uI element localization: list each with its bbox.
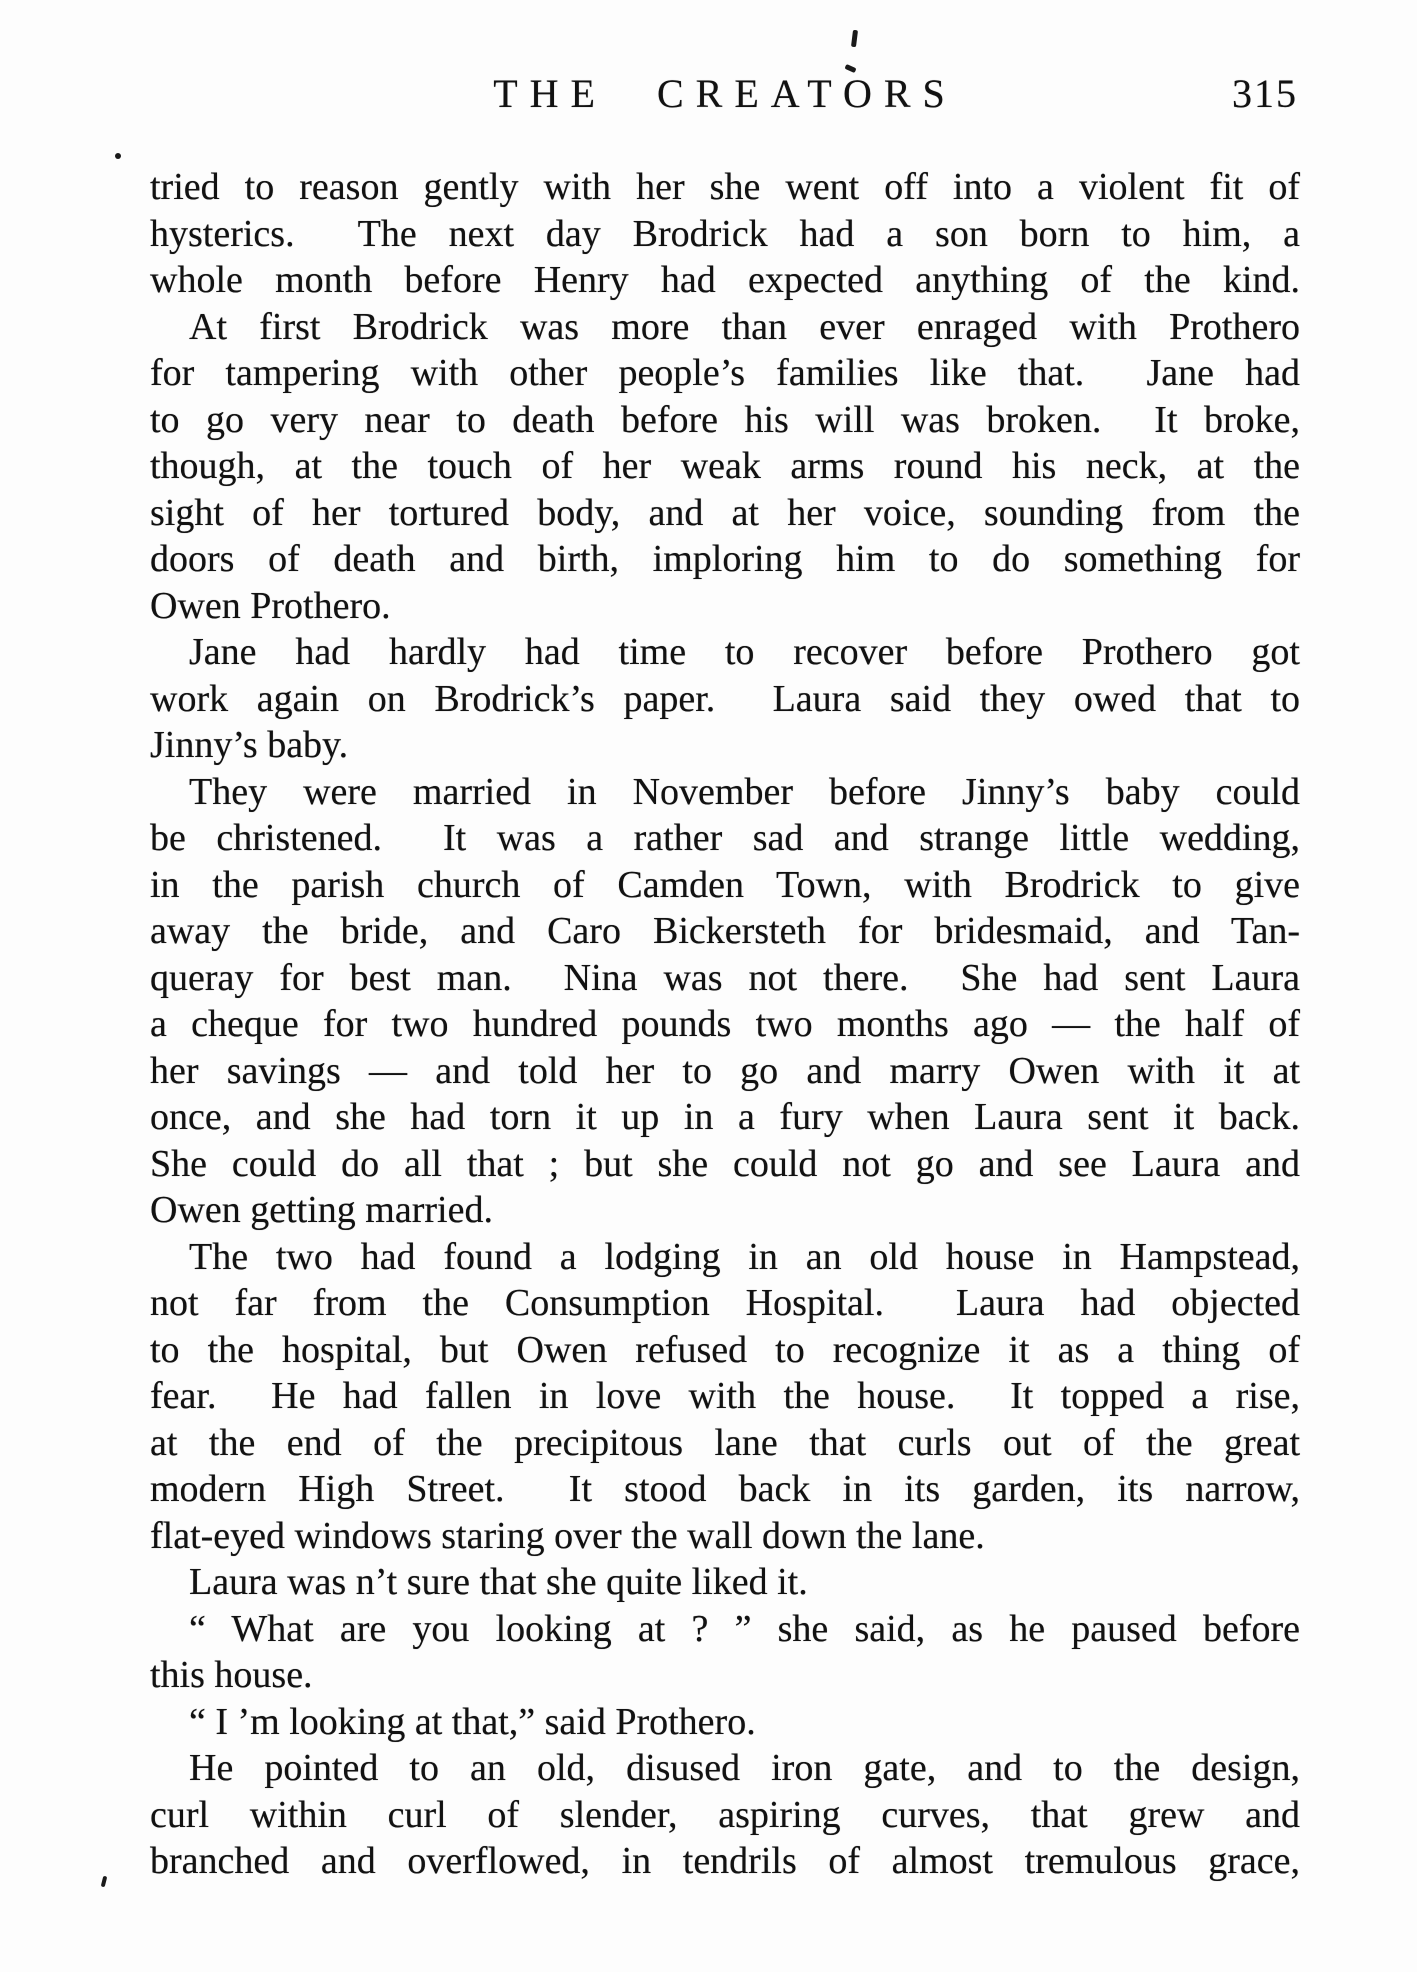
text-line: a cheque for two hundred pounds two months ago — the half of (150, 1003, 1300, 1045)
text-line: once, and she had torn it up in a fury when Laura sent it back. (150, 1096, 1300, 1138)
text-line: Owen getting married. (150, 1189, 493, 1231)
page-body (150, 164, 1300, 1885)
text-line: They were married in November before Jinny’s baby could (189, 770, 1300, 813)
scan-speck-dot (115, 153, 121, 159)
text-line: Laura was n’t sure that she quite liked it. (189, 1561, 808, 1603)
text-line: whole month before Henry had expected anything of the kind. (150, 259, 1300, 301)
text-line: “ I ’m looking at that,” said Prothero. (189, 1700, 756, 1743)
text-line: Owen Prothero. (150, 584, 391, 627)
running-header-title: THE CREATORS (493, 71, 957, 116)
text-line: curl within curl of slender, aspiring curves, that grew and (150, 1793, 1300, 1836)
text-line: modern High Street. It stood back in its garden, its narrow, (150, 1468, 1300, 1510)
running-header (150, 72, 1300, 116)
text-line: fear. He had fallen in love with the house. It topped a rise, (150, 1375, 1300, 1417)
text-line: though, at the touch of her weak arms round his neck, at the (150, 445, 1300, 487)
text-line: away the bride, and Caro Bickersteth for bridesmaid, and Tan- (150, 910, 1300, 952)
text-line: Jinny’s baby. (150, 724, 349, 766)
text-line: to go very near to death before his will was broken. It broke, (150, 398, 1300, 441)
text-line: branched and overflowed, in tendrils of almost tremulous grace, (150, 1840, 1300, 1882)
text-line: The two had found a lodging in an old house in Hampstead, (189, 1235, 1300, 1278)
text-line: sight of her tortured body, and at her voice, sounding from the (150, 491, 1300, 534)
text-line: be christened. It was a rather sad and strange little wedding, (150, 817, 1300, 859)
text-line: queray for best man. Nina was not there. She had sent Laura (150, 956, 1300, 999)
text-line: He pointed to an old, disused iron gate, and to the design, (189, 1747, 1300, 1789)
scan-speck-comma (101, 1876, 108, 1888)
page-number: 315 (1232, 71, 1298, 116)
text-line: in the parish church of Camden Town, with Brodrick to give (150, 863, 1300, 906)
text-line: her savings — and told her to go and marry Owen with it at (150, 1049, 1300, 1092)
text-line: At first Brodrick was more than ever enraged with Prothero (189, 305, 1300, 348)
text-line: for tampering with other people’s families like that. Jane had (150, 352, 1300, 394)
text-line: at the end of the precipitous lane that curls out of the great (150, 1421, 1300, 1464)
text-line: “ What are you looking at ? ” she said, as he paused before (189, 1607, 1300, 1650)
text-line: She could do all that ; but she could not go and see Laura and (150, 1142, 1300, 1185)
scan-speck-tick (851, 30, 858, 47)
text-line: Jane had hardly had time to recover before Prothero got (189, 631, 1300, 673)
text-line: this house. (150, 1654, 313, 1696)
text-line: not far from the Consumption Hospital. Laura had objected (150, 1282, 1300, 1324)
text-line: to the hospital, but Owen refused to recognize it as a thing of (150, 1328, 1300, 1371)
text-line: work again on Brodrick’s paper. Laura said they owed that to (150, 677, 1300, 720)
text-line: hysterics. The next day Brodrick had a son born to him, a (150, 212, 1300, 255)
text-line: flat-eyed windows staring over the wall down the lane. (150, 1514, 985, 1557)
text-line: tried to reason gently with her she went off into a violent fit of (150, 166, 1300, 208)
text-line: doors of death and birth, imploring him to do something for (150, 538, 1300, 580)
